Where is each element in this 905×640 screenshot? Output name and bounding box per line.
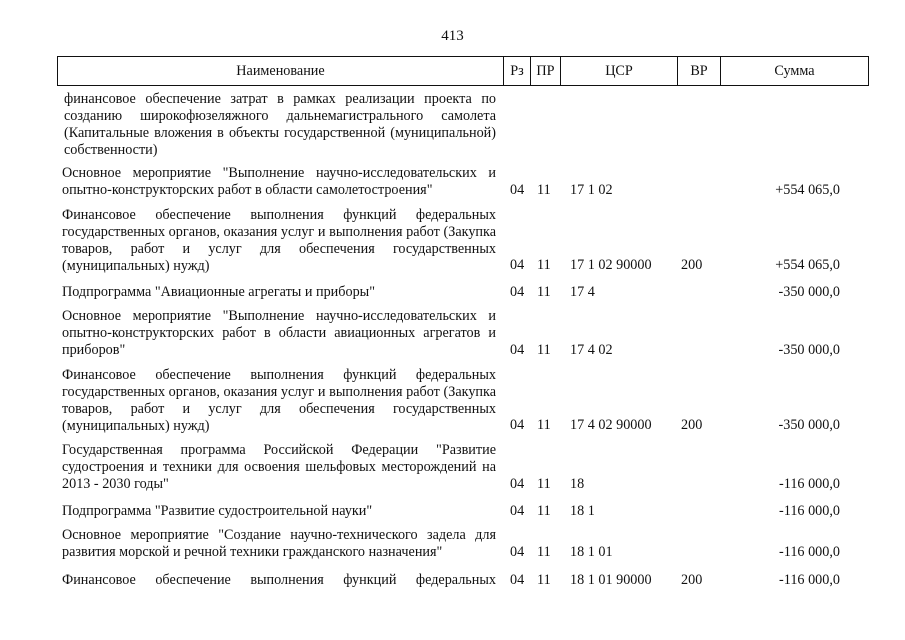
row-name: Финансовое обеспечение выполнения функций федеральных государственных органов, оказания услуг и выполнения работ (Закупка товаров, работ и услуг для обеспечения государственных (муниципальных) нужд)	[62, 367, 496, 434]
row-pr: 11	[537, 342, 551, 358]
header-pr: ПР	[531, 57, 561, 85]
row-rz: 04	[510, 572, 525, 588]
row-csr: 17 1 02 90000	[570, 257, 652, 273]
row-rz: 04	[510, 342, 525, 358]
header-name: Наименование	[58, 57, 504, 85]
row-sum: +554 065,0	[775, 182, 840, 198]
row-rz: 04	[510, 476, 525, 492]
row-name: Основное мероприятие "Создание научно-технического задела для развития морской и речной техники гражданского назначения"	[62, 527, 496, 560]
page-number: 413	[441, 28, 464, 44]
row-pr: 11	[537, 417, 551, 433]
row-sum: -116 000,0	[779, 572, 840, 588]
row-rz: 04	[510, 257, 525, 273]
row-sum: +554 065,0	[775, 257, 840, 273]
header-vr: ВР	[678, 57, 721, 85]
row-sum: -116 000,0	[779, 503, 840, 519]
row-vr: 200	[681, 572, 703, 588]
row-name: Основное мероприятие "Выполнение научно-исследовательских и опытно-конструкторских работ в области авиационных агрегатов и приборов"	[62, 308, 496, 358]
row-sum: -350 000,0	[778, 417, 840, 433]
header-sum: Сумма	[774, 63, 815, 79]
row-name: Финансовое обеспечение выполнения функций федеральных	[62, 572, 496, 588]
row-csr: 17 1 02	[570, 182, 613, 198]
row-sum: -350 000,0	[778, 342, 840, 358]
row-name: Подпрограмма "Развитие судостроительной науки"	[62, 503, 373, 519]
row-rz: 04	[510, 417, 525, 433]
row-rz: 04	[510, 182, 525, 198]
row-name: финансовое обеспечение затрат в рамках реализации проекта по созданию широкофюзеляжного дальнемагистрального самолета (Капитальные вложения в объекты государственной (муниципальной) собственности)	[64, 91, 496, 158]
header-csr: ЦСР	[561, 57, 678, 85]
row-pr: 11	[537, 572, 551, 588]
row-pr: 11	[537, 503, 551, 519]
row-sum: -350 000,0	[778, 284, 840, 300]
row-rz: 04	[510, 503, 525, 519]
row-sum: -116 000,0	[779, 544, 840, 560]
row-pr: 11	[537, 284, 551, 300]
header-rz: Рз	[504, 57, 531, 85]
row-name: Подпрограмма "Авиационные агрегаты и приборы"	[62, 284, 375, 300]
row-pr: 11	[537, 544, 551, 560]
row-csr: 17 4 02	[570, 342, 613, 358]
row-csr: 18 1	[570, 503, 595, 519]
row-csr: 18	[570, 476, 585, 492]
row-csr: 18 1 01 90000	[570, 572, 652, 588]
row-vr: 200	[681, 257, 703, 273]
row-sum: -116 000,0	[779, 476, 840, 492]
row-csr: 17 4	[570, 284, 595, 300]
table-header	[57, 56, 869, 86]
row-pr: 11	[537, 257, 551, 273]
row-name: Государственная программа Российской Федерации "Развитие судостроения и техники для освоения шельфовых месторождений на 2013 - 2030 годы"	[62, 442, 496, 492]
row-csr: 18 1 01	[570, 544, 613, 560]
row-vr: 200	[681, 417, 703, 433]
row-pr: 11	[537, 476, 551, 492]
row-csr: 17 4 02 90000	[570, 417, 652, 433]
row-name: Финансовое обеспечение выполнения функций федеральных государственных органов, оказания услуг и выполнения работ (Закупка товаров, работ и услуг для обеспечения государственных (муниципальных) нужд)	[62, 207, 496, 274]
row-name: Основное мероприятие "Выполнение научно-исследовательских и опытно-конструкторских работ в области самолетостроения"	[62, 165, 496, 198]
row-rz: 04	[510, 284, 525, 300]
row-rz: 04	[510, 544, 525, 560]
row-pr: 11	[537, 182, 551, 198]
